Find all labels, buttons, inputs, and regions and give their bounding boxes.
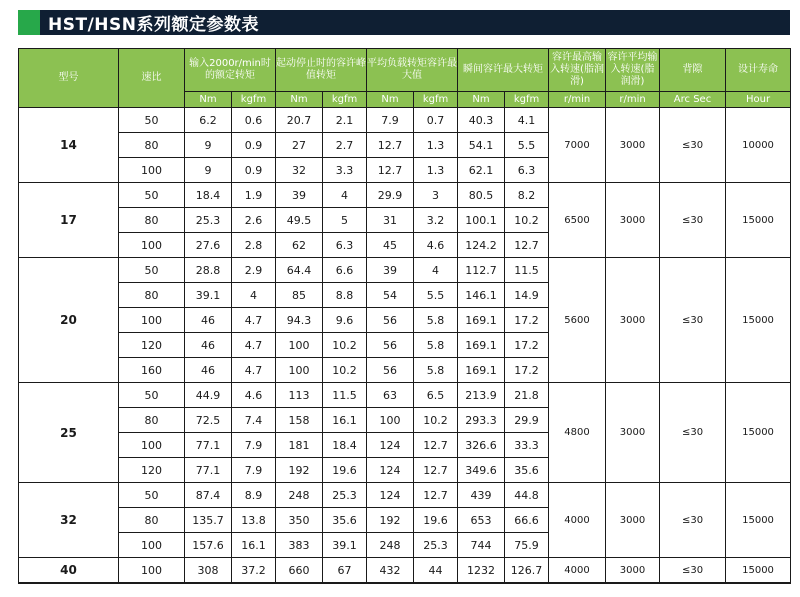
value-cell: 308 — [185, 558, 232, 584]
value-cell: 0.9 — [232, 158, 276, 183]
value-cell: 46 — [185, 333, 232, 358]
value-cell: 40.3 — [458, 108, 505, 133]
value-cell: 3.2 — [414, 208, 458, 233]
value-cell: 5.8 — [414, 333, 458, 358]
ratio-cell: 50 — [119, 108, 185, 133]
value-cell: 124.2 — [458, 233, 505, 258]
title-bar — [18, 10, 790, 35]
value-cell: 39 — [276, 183, 323, 208]
unit-label: Nm — [276, 92, 323, 108]
ratio-cell: 80 — [119, 133, 185, 158]
value-cell: 124 — [367, 483, 414, 508]
unit-label: Hour — [726, 92, 791, 108]
value-cell: 169.1 — [458, 333, 505, 358]
value-cell: 33.3 — [505, 433, 549, 458]
ratio-cell: 80 — [119, 283, 185, 308]
ratio-cell: 80 — [119, 508, 185, 533]
value-cell: 0.6 — [232, 108, 276, 133]
max-speed-cell: 7000 — [549, 108, 606, 183]
value-cell: 100.1 — [458, 208, 505, 233]
header-momentary: 瞬间容许最大转矩 — [458, 49, 549, 92]
value-cell: 12.7 — [505, 233, 549, 258]
unit-label: kgfm — [323, 92, 367, 108]
value-cell: 8.8 — [323, 283, 367, 308]
model-cell: 40 — [19, 558, 119, 584]
header-max-input: 容许最高输入转速(脂润滑) — [549, 49, 606, 92]
value-cell: 126.7 — [505, 558, 549, 584]
value-cell: 64.4 — [276, 258, 323, 283]
header-model: 型号 — [19, 49, 119, 108]
value-cell: 16.1 — [232, 533, 276, 558]
unit-label: r/min — [606, 92, 660, 108]
value-cell: 46 — [185, 308, 232, 333]
value-cell: 4.7 — [232, 358, 276, 383]
ratio-cell: 100 — [119, 433, 185, 458]
value-cell: 77.1 — [185, 433, 232, 458]
model-cell: 14 — [19, 108, 119, 183]
backlash-cell: ≤30 — [660, 183, 726, 258]
value-cell: 27.6 — [185, 233, 232, 258]
header-avg-load: 平均负载转矩容许最大值 — [367, 49, 458, 92]
value-cell: 248 — [367, 533, 414, 558]
ratio-cell: 50 — [119, 183, 185, 208]
value-cell: 100 — [276, 358, 323, 383]
ratio-cell: 120 — [119, 458, 185, 483]
value-cell: 20.7 — [276, 108, 323, 133]
value-cell: 6.6 — [323, 258, 367, 283]
value-cell: 25.3 — [414, 533, 458, 558]
avg-speed-cell: 3000 — [606, 483, 660, 558]
value-cell: 1.9 — [232, 183, 276, 208]
value-cell: 350 — [276, 508, 323, 533]
life-cell: 15000 — [726, 183, 791, 258]
value-cell: 4.7 — [232, 333, 276, 358]
value-cell: 0.7 — [414, 108, 458, 133]
value-cell: 2.7 — [323, 133, 367, 158]
value-cell: 13.8 — [232, 508, 276, 533]
header-input2000: 输入2000r/min时的额定转矩 — [185, 49, 276, 92]
value-cell: 39.1 — [323, 533, 367, 558]
backlash-cell: ≤30 — [660, 258, 726, 383]
value-cell: 12.7 — [414, 433, 458, 458]
unit-label: kgfm — [232, 92, 276, 108]
value-cell: 4 — [323, 183, 367, 208]
table-header — [19, 49, 791, 108]
value-cell: 49.5 — [276, 208, 323, 233]
max-speed-cell: 6500 — [549, 183, 606, 258]
value-cell: 293.3 — [458, 408, 505, 433]
value-cell: 19.6 — [323, 458, 367, 483]
value-cell: 94.3 — [276, 308, 323, 333]
value-cell: 56 — [367, 333, 414, 358]
value-cell: 1.3 — [414, 158, 458, 183]
value-cell: 192 — [367, 508, 414, 533]
header-avg-input: 容许平均输入转速(脂润滑) — [606, 49, 660, 92]
value-cell: 744 — [458, 533, 505, 558]
value-cell: 113 — [276, 383, 323, 408]
value-cell: 5.5 — [505, 133, 549, 158]
value-cell: 80.5 — [458, 183, 505, 208]
avg-speed-cell: 3000 — [606, 183, 660, 258]
value-cell: 25.3 — [185, 208, 232, 233]
value-cell: 12.7 — [414, 458, 458, 483]
value-cell: 62 — [276, 233, 323, 258]
value-cell: 10.2 — [323, 358, 367, 383]
value-cell: 10.2 — [414, 408, 458, 433]
ratio-cell: 80 — [119, 408, 185, 433]
value-cell: 44.9 — [185, 383, 232, 408]
ratio-cell: 50 — [119, 258, 185, 283]
value-cell: 383 — [276, 533, 323, 558]
ratio-cell: 160 — [119, 358, 185, 383]
life-cell: 15000 — [726, 483, 791, 558]
ratio-cell: 100 — [119, 558, 185, 584]
value-cell: 56 — [367, 308, 414, 333]
model-cell: 17 — [19, 183, 119, 258]
max-speed-cell: 4000 — [549, 558, 606, 584]
value-cell: 0.9 — [232, 133, 276, 158]
value-cell: 35.6 — [505, 458, 549, 483]
value-cell: 100 — [276, 333, 323, 358]
avg-speed-cell: 3000 — [606, 258, 660, 383]
value-cell: 5.5 — [414, 283, 458, 308]
rating-table — [18, 48, 791, 584]
value-cell: 56 — [367, 358, 414, 383]
value-cell: 67 — [323, 558, 367, 584]
value-cell: 169.1 — [458, 308, 505, 333]
value-cell: 4.6 — [232, 383, 276, 408]
value-cell: 8.2 — [505, 183, 549, 208]
value-cell: 4 — [414, 258, 458, 283]
value-cell: 349.6 — [458, 458, 505, 483]
table-row — [19, 108, 791, 133]
title-accent — [18, 10, 40, 35]
value-cell: 5.8 — [414, 308, 458, 333]
value-cell: 29.9 — [367, 183, 414, 208]
ratio-cell: 80 — [119, 208, 185, 233]
model-cell: 25 — [19, 383, 119, 483]
value-cell: 9 — [185, 158, 232, 183]
value-cell: 248 — [276, 483, 323, 508]
unit-label: Nm — [367, 92, 414, 108]
value-cell: 2.8 — [232, 233, 276, 258]
value-cell: 157.6 — [185, 533, 232, 558]
value-cell: 75.9 — [505, 533, 549, 558]
value-cell: 44.8 — [505, 483, 549, 508]
value-cell: 39 — [367, 258, 414, 283]
value-cell: 135.7 — [185, 508, 232, 533]
value-cell: 10.2 — [505, 208, 549, 233]
life-cell: 15000 — [726, 558, 791, 584]
header-start-stop: 起动停止时的容许峰值转矩 — [276, 49, 367, 92]
max-speed-cell: 5600 — [549, 258, 606, 383]
value-cell: 72.5 — [185, 408, 232, 433]
value-cell: 29.9 — [505, 408, 549, 433]
value-cell: 439 — [458, 483, 505, 508]
value-cell: 1.3 — [414, 133, 458, 158]
value-cell: 85 — [276, 283, 323, 308]
backlash-cell: ≤30 — [660, 558, 726, 584]
avg-speed-cell: 3000 — [606, 108, 660, 183]
value-cell: 2.9 — [232, 258, 276, 283]
value-cell: 18.4 — [323, 433, 367, 458]
value-cell: 63 — [367, 383, 414, 408]
value-cell: 1232 — [458, 558, 505, 584]
value-cell: 5.8 — [414, 358, 458, 383]
ratio-cell: 100 — [119, 533, 185, 558]
value-cell: 17.2 — [505, 358, 549, 383]
table-body — [19, 108, 791, 584]
value-cell: 158 — [276, 408, 323, 433]
value-cell: 7.4 — [232, 408, 276, 433]
value-cell: 432 — [367, 558, 414, 584]
value-cell: 14.9 — [505, 283, 549, 308]
value-cell: 39.1 — [185, 283, 232, 308]
page-title: HST/HSN系列额定参数表 — [48, 15, 259, 35]
value-cell: 6.2 — [185, 108, 232, 133]
value-cell: 19.6 — [414, 508, 458, 533]
value-cell: 44 — [414, 558, 458, 584]
backlash-cell: ≤30 — [660, 483, 726, 558]
value-cell: 28.8 — [185, 258, 232, 283]
value-cell: 11.5 — [323, 383, 367, 408]
model-cell: 32 — [19, 483, 119, 558]
value-cell: 11.5 — [505, 258, 549, 283]
value-cell: 192 — [276, 458, 323, 483]
value-cell: 146.1 — [458, 283, 505, 308]
ratio-cell: 50 — [119, 483, 185, 508]
value-cell: 46 — [185, 358, 232, 383]
header-life: 设计寿命 — [726, 49, 791, 92]
table-row — [19, 483, 791, 508]
value-cell: 12.7 — [367, 133, 414, 158]
value-cell: 6.5 — [414, 383, 458, 408]
value-cell: 326.6 — [458, 433, 505, 458]
ratio-cell: 100 — [119, 233, 185, 258]
ratio-cell: 120 — [119, 333, 185, 358]
value-cell: 7.9 — [367, 108, 414, 133]
unit-label: kgfm — [505, 92, 549, 108]
value-cell: 6.3 — [505, 158, 549, 183]
avg-speed-cell: 3000 — [606, 383, 660, 483]
value-cell: 66.6 — [505, 508, 549, 533]
table-row — [19, 183, 791, 208]
life-cell: 15000 — [726, 383, 791, 483]
life-cell: 10000 — [726, 108, 791, 183]
value-cell: 45 — [367, 233, 414, 258]
unit-label: Arc Sec — [660, 92, 726, 108]
value-cell: 87.4 — [185, 483, 232, 508]
ratio-cell: 100 — [119, 158, 185, 183]
value-cell: 62.1 — [458, 158, 505, 183]
value-cell: 181 — [276, 433, 323, 458]
max-speed-cell: 4000 — [549, 483, 606, 558]
backlash-cell: ≤30 — [660, 383, 726, 483]
value-cell: 2.1 — [323, 108, 367, 133]
value-cell: 3 — [414, 183, 458, 208]
value-cell: 4.6 — [414, 233, 458, 258]
value-cell: 16.1 — [323, 408, 367, 433]
unit-label: Nm — [458, 92, 505, 108]
backlash-cell: ≤30 — [660, 108, 726, 183]
value-cell: 3.3 — [323, 158, 367, 183]
value-cell: 12.7 — [367, 158, 414, 183]
value-cell: 4.7 — [232, 308, 276, 333]
value-cell: 32 — [276, 158, 323, 183]
unit-label: kgfm — [414, 92, 458, 108]
value-cell: 213.9 — [458, 383, 505, 408]
value-cell: 7.9 — [232, 458, 276, 483]
value-cell: 35.6 — [323, 508, 367, 533]
value-cell: 77.1 — [185, 458, 232, 483]
value-cell: 4.1 — [505, 108, 549, 133]
value-cell: 100 — [367, 408, 414, 433]
value-cell: 17.2 — [505, 308, 549, 333]
value-cell: 9.6 — [323, 308, 367, 333]
value-cell: 7.9 — [232, 433, 276, 458]
value-cell: 660 — [276, 558, 323, 584]
value-cell: 6.3 — [323, 233, 367, 258]
value-cell: 17.2 — [505, 333, 549, 358]
avg-speed-cell: 3000 — [606, 558, 660, 584]
value-cell: 54 — [367, 283, 414, 308]
life-cell: 15000 — [726, 258, 791, 383]
value-cell: 10.2 — [323, 333, 367, 358]
unit-label: r/min — [549, 92, 606, 108]
value-cell: 37.2 — [232, 558, 276, 584]
max-speed-cell: 4800 — [549, 383, 606, 483]
ratio-cell: 50 — [119, 383, 185, 408]
value-cell: 4 — [232, 283, 276, 308]
table-row — [19, 383, 791, 408]
header-backlash: 背隙 — [660, 49, 726, 92]
unit-label: Nm — [185, 92, 232, 108]
value-cell: 31 — [367, 208, 414, 233]
value-cell: 18.4 — [185, 183, 232, 208]
value-cell: 25.3 — [323, 483, 367, 508]
value-cell: 9 — [185, 133, 232, 158]
value-cell: 2.6 — [232, 208, 276, 233]
value-cell: 169.1 — [458, 358, 505, 383]
value-cell: 12.7 — [414, 483, 458, 508]
value-cell: 653 — [458, 508, 505, 533]
ratio-cell: 100 — [119, 308, 185, 333]
value-cell: 5 — [323, 208, 367, 233]
value-cell: 27 — [276, 133, 323, 158]
value-cell: 54.1 — [458, 133, 505, 158]
table-row — [19, 258, 791, 283]
value-cell: 124 — [367, 458, 414, 483]
table-row — [19, 558, 791, 584]
model-cell: 20 — [19, 258, 119, 383]
value-cell: 112.7 — [458, 258, 505, 283]
header-ratio: 速比 — [119, 49, 185, 108]
value-cell: 124 — [367, 433, 414, 458]
value-cell: 8.9 — [232, 483, 276, 508]
value-cell: 21.8 — [505, 383, 549, 408]
